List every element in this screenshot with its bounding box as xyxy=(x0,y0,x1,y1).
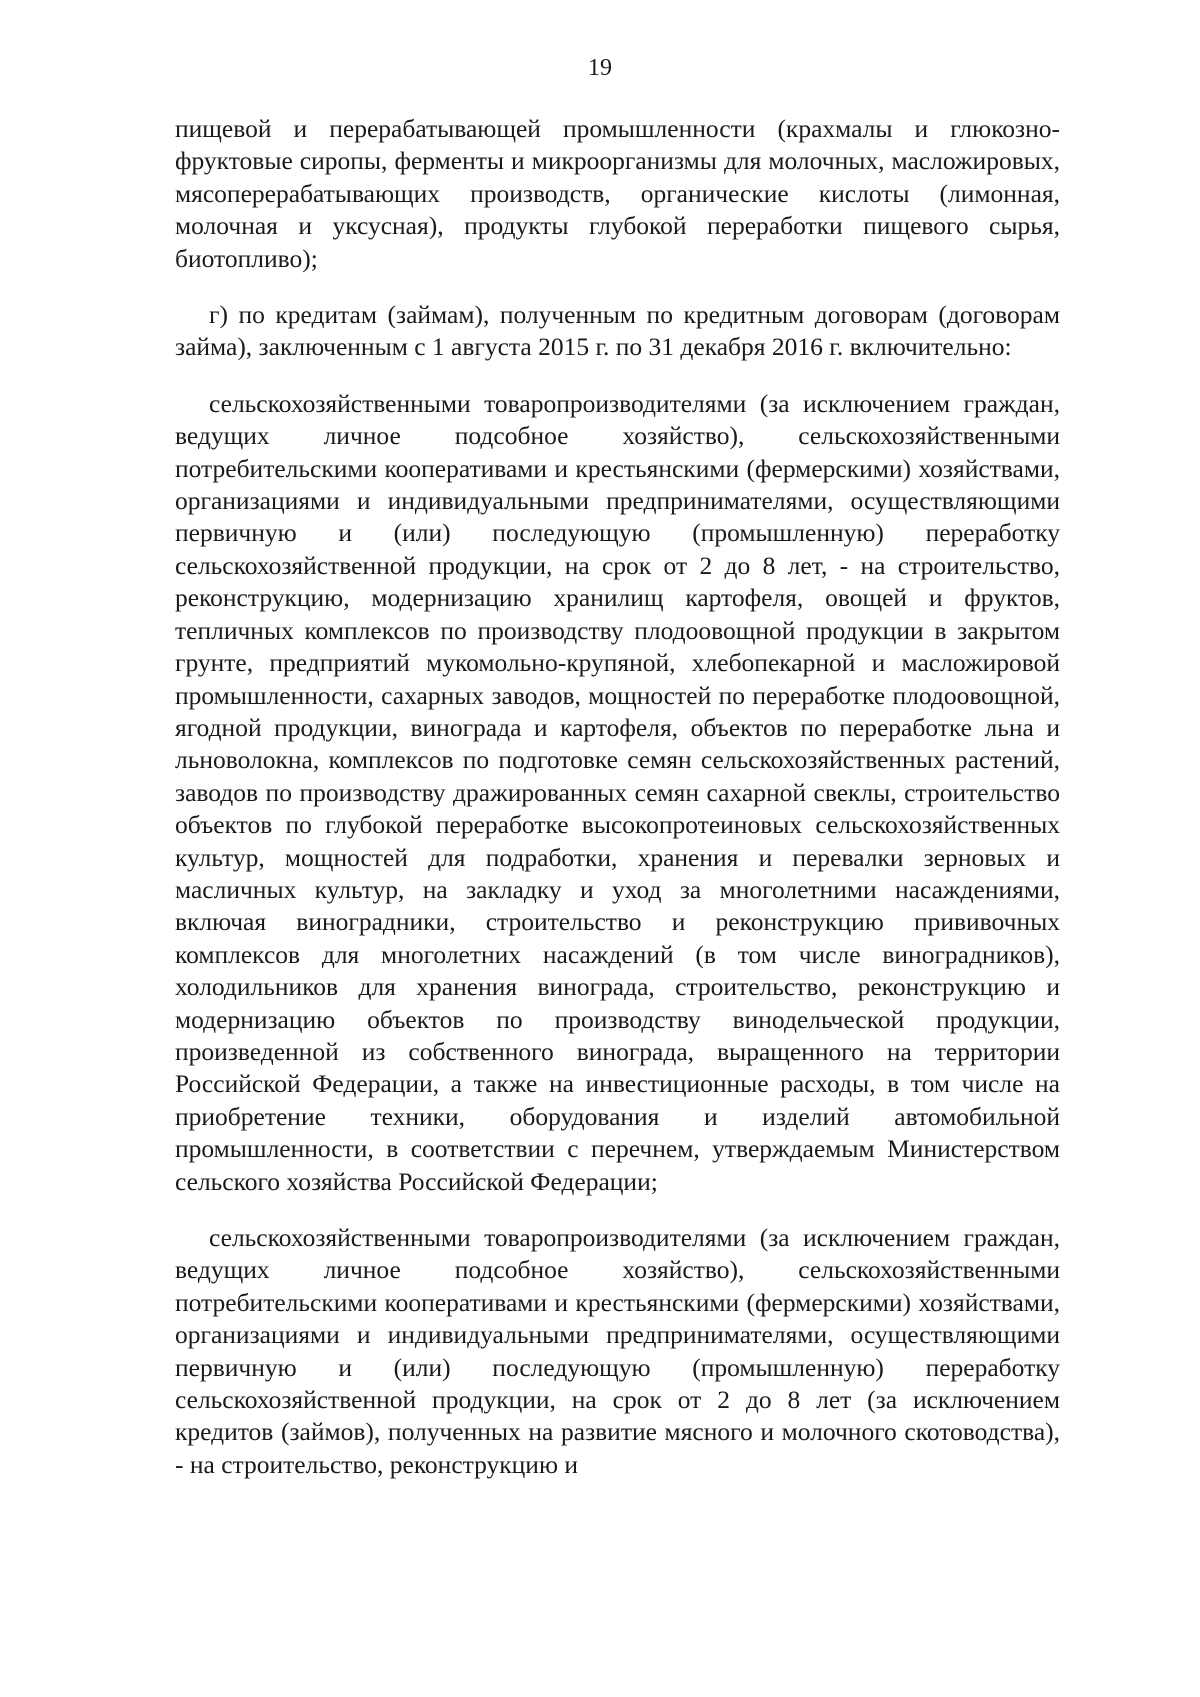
document-body xyxy=(175,113,1060,1481)
paragraph-spacer xyxy=(175,275,1060,299)
paragraph-spacer xyxy=(175,1198,1060,1222)
paragraph-borrowers-second: сельскохозяйственными товаропроизводителями (за исключением граждан, ведущих личное подсобное хозяйство), сельскохозяйственными потребительскими кооперативами и крестьянскими (фермерскими) хозяйствами, организациями и индивидуальными предпринимателями, осуществляющими первичную и (или) последующую (промышленную) переработку сельскохозяйственной продукции, на срок от 2 до 8 лет (за исключением кредитов (займов), полученных на развитие мясного и молочного скотоводства), - на строительство, реконструкцию и xyxy=(175,1223,1060,1479)
paragraph-borrowers-first: сельскохозяйственными товаропроизводителями (за исключением граждан, ведущих личное подсобное хозяйство), сельскохозяйственными потребительскими кооперативами и крестьянскими (фермерскими) хозяйствами, организациями и индивидуальными предпринимателями, осуществляющими первичную и (или) последующую (промышленную) переработку сельскохозяйственной продукции, на срок от 2 до 8 лет, - на строительство, реконструкцию, модернизацию хранилищ картофеля, овощей и фруктов, тепличных комплексов по производству плодоовощной продукции в закрытом грунте, предприятий мукомольно-крупяной, хлебопекарной и масложировой промышленности, сахарных заводов, мощностей по переработке плодоовощной, ягодной продукции, винограда и картофеля, объектов по переработке льна и льноволокна, комплексов по подготовке семян сельскохозяйственных растений, заводов по производству дражированных семян сахарной свеклы, строительство объектов по глубокой переработке высокопротеиновых сельскохозяйственных культур, мощностей для подработки, хранения и перевалки зерновых и масличных культур, на закладку и уход за многолетними насаждениями, включая виноградники, строительство и реконструкцию прививочных комплексов для многолетних насаждений (в том числе виноградников), холодильников для хранения винограда, строительство, реконструкцию и модернизацию объектов по производству винодельческой продукции, произведенной из собственного винограда, выращенного на территории Российской Федерации, а также на инвестиционные расходы, в том числе на приобретение техники, оборудования и изделий автомобильной промышленности, в соответствии с перечнем, утверждаемым Министерством сельского хозяйства Российской Федерации; xyxy=(175,388,1060,1196)
paragraph-continuation: пищевой и перерабатывающей промышленности (крахмалы и глюкозно-фруктовые сиропы, ферменты и микроорганизмы для молочных, масложировых, мясоперерабатывающих производств, органические кислоты (лимонная, молочная и уксусная), продукты глубокой переработки пищевого сырья, биотопливо); xyxy=(175,114,1060,273)
paragraph-spacer xyxy=(175,364,1060,388)
paragraph-item-g: г) по кредитам (займам), полученным по кредитным договорам (договорам займа), заключенным с 1 августа 2015 г. по 31 декабря 2016 г. включительно: xyxy=(175,300,1060,362)
page-number: 19 xyxy=(588,55,612,81)
